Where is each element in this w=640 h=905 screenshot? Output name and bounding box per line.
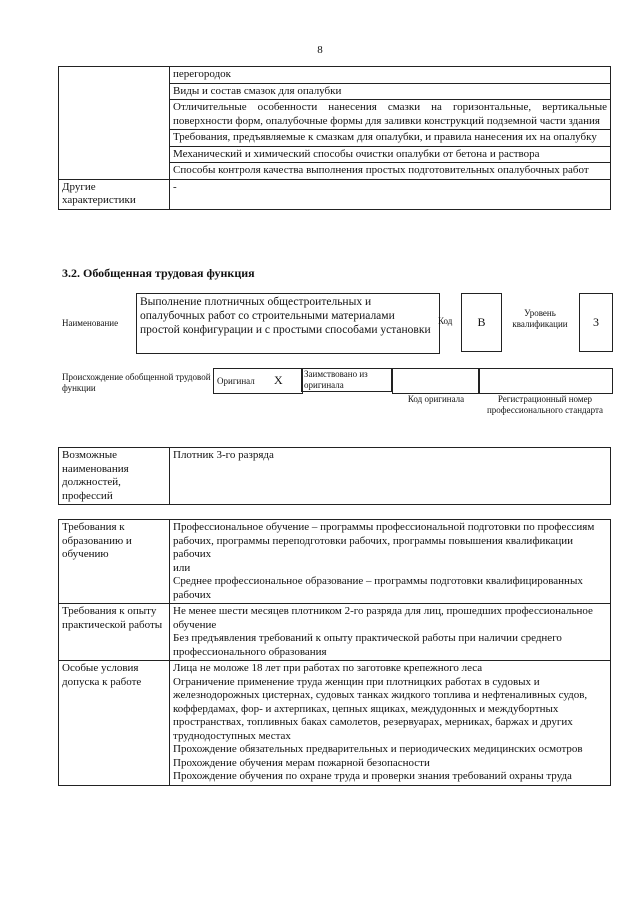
section-heading: 3.2. Обобщенная трудовая функция [62, 266, 255, 280]
knowledge-table [58, 66, 611, 210]
original-box [213, 368, 303, 394]
reg-number-box [478, 368, 613, 394]
table-row: Виды и состав смазок для опалубки [170, 83, 611, 100]
code-value: В [461, 293, 502, 352]
requirement-value: Не менее шести месяцев плотником 2-го разряда для лиц, прошедших профессиональное обучение Без предъявления требований к опыту практической работы при наличии среднего профессионального образования [170, 604, 611, 661]
table-row: Отличительные особенности нанесения смазки на горизонтальные, вертикальные поверхности форм, опалубочные формы для заливки конструкций подземной части здания [170, 100, 611, 130]
requirements-table [58, 519, 611, 786]
code-original-box [392, 368, 480, 394]
page-number: 8 [317, 44, 323, 56]
titles-label: Возможные наименования должностей, профессий [59, 448, 170, 505]
table-row: Способы контроля качества выполнения простых подготовительных опалубочных работ [170, 163, 611, 180]
requirement-label: Особые условия допуска к работе [59, 661, 170, 786]
requirement-label: Требования к образованию и обучению [59, 520, 170, 604]
code-original-label: Код оригинала [407, 394, 465, 404]
other-characteristics-value: - [170, 179, 611, 209]
table-row-label-empty [59, 67, 170, 180]
reg-number-label: Регистрационный номер профессионального стандарта [486, 394, 604, 415]
table-row: перегородок [170, 67, 611, 84]
code-label: Код [438, 316, 453, 326]
requirement-label: Требования к опыту практической работы [59, 604, 170, 661]
origin-label: Происхождение обобщенной трудовой функции [62, 372, 211, 393]
original-mark: X [274, 373, 283, 387]
name-label: Наименование [62, 318, 119, 328]
titles-table [58, 447, 611, 505]
original-label: Оригинал [217, 376, 255, 386]
level-label: Уровень квалификации [512, 308, 568, 329]
table-row: Механический и химический способы очистки опалубки от бетона и раствора [170, 146, 611, 163]
other-characteristics-label: Другие характеристики [59, 179, 170, 209]
table-row: Требования, предъявляемые к смазкам для опалубки, и правила нанесения их на опалубку [170, 130, 611, 147]
titles-value: Плотник 3-го разряда [170, 448, 611, 505]
requirement-value: Лица не моложе 18 лет при работах по заготовке крепежного леса Ограничение применение труда женщин при плотницких работах в судовых и железнодорожных цистернах, судовых танках жидкого топлива и нефтеналивных судов, коффердамах, фор- и ахтерпиках, цепных ящиках, междудонных и междубортных пространствах, топливных баках самолетов, резервуарах, мерниках, баржах и других труднодоступных местах Прохождение обязательных предварительных и периодических медицинских осмотров Прохождение обучения мерам пожарной безопасности Прохождение обучения по охране труда и проверки знания требований охраны труда [170, 661, 611, 786]
function-name: Выполнение плотничных общестроительных и опалубочных работ со строительными материалами простой конфигурации и с простыми способами установки [136, 293, 440, 354]
level-value: 3 [579, 293, 613, 352]
requirement-value: Профессиональное обучение – программы профессиональной подготовки по профессиям рабочих, программы переподготовки рабочих, программы повышения квалификации рабочих или Среднее профессиональное образование – программы подготовки квалифицированных рабочих [170, 520, 611, 604]
borrowed-box: Заимствовано из оригинала [301, 368, 392, 392]
